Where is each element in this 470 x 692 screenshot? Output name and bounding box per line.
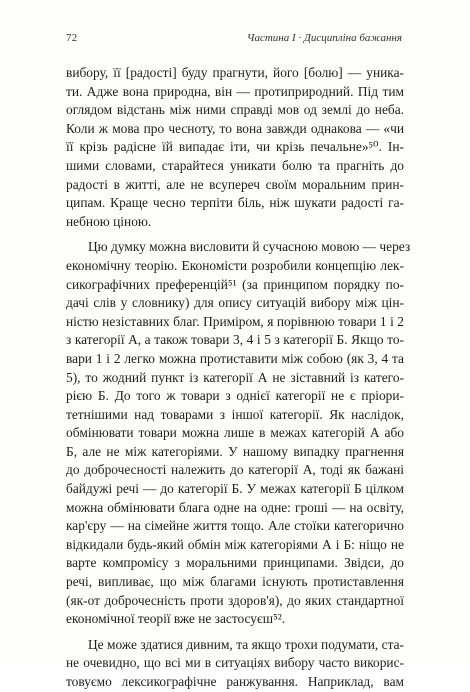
page-number: 72 xyxy=(66,32,78,44)
text-line: тетнішими над товарами з іншої категорії. Як наслідок, xyxy=(66,406,404,422)
text-line: Це може здатися дивним, та якщо трохи подумати, ста- xyxy=(88,636,404,652)
text-line: рією Б. До того ж товари з однієї категорії не є пріори- xyxy=(66,388,404,404)
body-text xyxy=(66,64,411,692)
text-line: Б, але не між категоріями. У нашому випадку прагнення xyxy=(66,443,404,459)
text-line: варте компромісу з моральними принципами. Звідси, до xyxy=(66,555,404,571)
text-line: (як-от доброчесність проти здоров'я), до яких стандартної xyxy=(66,592,404,608)
text-line: вибору, її [радості] буду прагнути, його [болю] — уника- xyxy=(66,65,404,80)
text-line: вари 1 і 2 легко можна протиставити між собою (як 3, 4 та xyxy=(66,350,404,366)
text-line: економічної теорії вже не застосуєш⁵². xyxy=(66,611,286,627)
text-line: шими словами, старайтеся уникати болю та прагніть до xyxy=(66,157,404,173)
text-line: з категорії А, а також товари 3, 4 і 5 з категорії Б. Якщо то- xyxy=(66,332,404,348)
text-line: оглядом відстань між ними справді мов од землі до неба. xyxy=(66,102,404,118)
text-line: ти. Адже вона природна, він — протиприродний. Під тим xyxy=(66,83,404,99)
text-line: Цю думку можна висловити й сучасною мовою — через xyxy=(88,239,411,255)
text-line: байдужі речі — до категорії Б. У межах категорії Б цілком xyxy=(66,481,404,497)
text-line: речі, випливає, що між благами існують протиставлення xyxy=(66,574,404,590)
text-line: Коли ж мова про чесноту, то вона завжди однакова — «чи xyxy=(66,120,404,136)
text-line: радості в житті, але не всупереч своїм моральним прин- xyxy=(66,176,404,192)
text-line: кар'єру — на сімейне життя тощо. Але стоїки категорично xyxy=(66,518,404,534)
text-line: до доброчесності належить до категорії А, тоді як бажані xyxy=(66,462,404,478)
text-line: ципам. Краще чесно терпіти біль, ніж шукати радості га- xyxy=(66,195,404,211)
text-line: можна обмінювати блага одне на одне: гроші — на освіту, xyxy=(66,499,404,515)
text-line: обмінювати товари можна лише в межах категорій А або xyxy=(66,425,404,441)
text-line: відкидали будь-який обмін між категоріями А і Б: ніщо не xyxy=(66,536,404,552)
text-line: не очевидно, що всі ми в ситуаціях вибору часто викорис- xyxy=(66,655,404,671)
paragraph-2 xyxy=(66,238,411,628)
text-line: товуємо лексикографічне ранжування. Наприклад, вам xyxy=(66,674,404,689)
text-line: 5), то жодний пункт із категорії А не зіставний із катего- xyxy=(66,369,404,385)
text-line: небною ціною. xyxy=(66,213,152,229)
text-line: сикографічних преференцій⁵¹ (за принципом порядку по- xyxy=(66,276,404,292)
text-line: дачі слів у словнику) для опису ситуацій вибору між цін- xyxy=(66,295,404,311)
text-line: ністю незіставних благ. Приміром, я порівнюю товари 1 і 2 xyxy=(66,313,404,329)
text-line: її крізь радісне їй випадає іти, чи крізь печальне»⁵⁰. Ін- xyxy=(66,139,404,155)
running-head: Частина І · Дисципліна бажання xyxy=(246,32,402,44)
paragraph-1 xyxy=(66,64,404,231)
text-line: економічну теорію. Економісти розробили концепцію лек- xyxy=(66,257,404,273)
